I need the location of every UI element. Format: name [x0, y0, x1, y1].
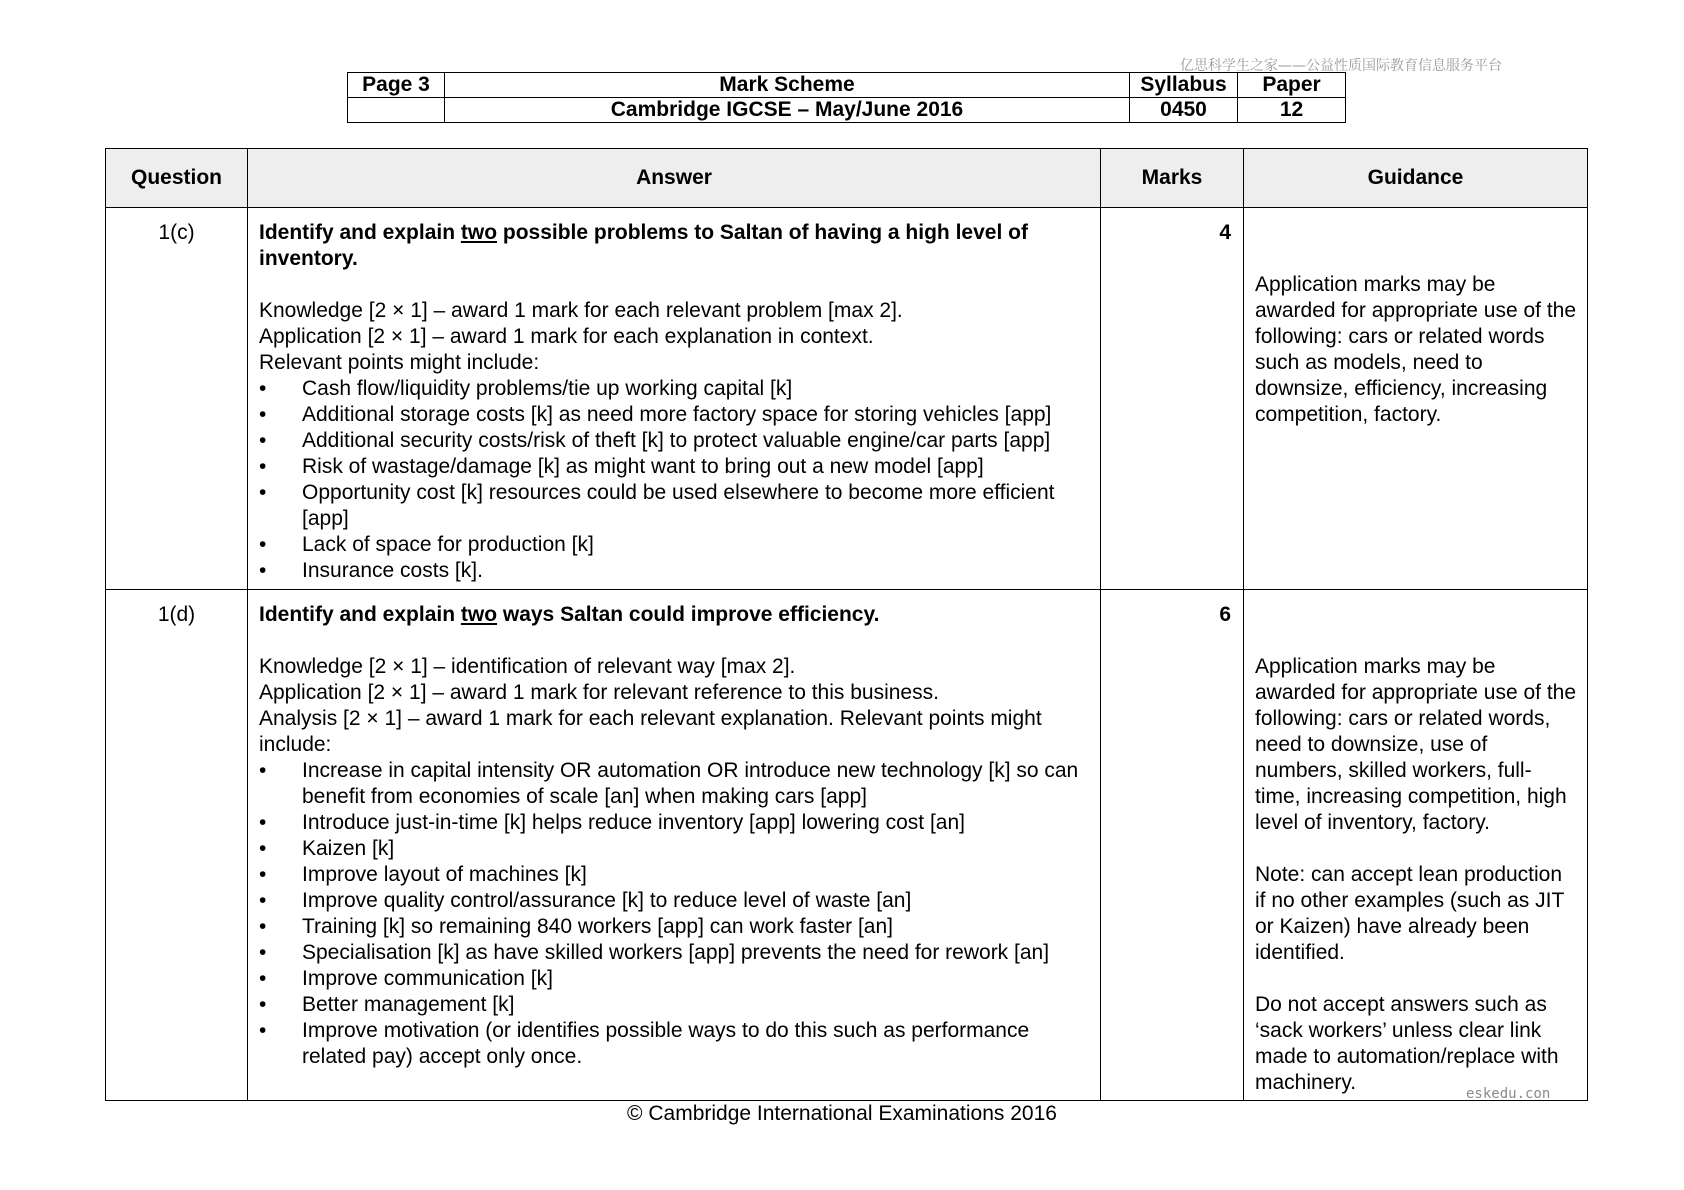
marking-line: Application [2 × 1] – award 1 mark for each explanation in context.: [259, 325, 874, 348]
marking-line: Application [2 × 1] – award 1 mark for relevant reference to this business.: [259, 681, 939, 704]
column-header-answer: Answer: [248, 149, 1101, 208]
underlined-word: two: [460, 603, 498, 626]
list-item: • Cash flow/liquidity problems/tie up working capital [k]: [259, 376, 1090, 402]
table-row: [106, 590, 1588, 1101]
list-item: • Increase in capital intensity OR automation OR introduce new technology [k] so can benefit from economies of scale [an] when making cars [app]: [259, 758, 1090, 810]
list-item: • Additional security costs/risk of theft [k] to protect valuable engine/car parts [app]: [259, 428, 1090, 454]
table-row: [106, 208, 1588, 590]
column-header-guidance: Guidance: [1244, 149, 1588, 208]
marking-line: Knowledge [2 × 1] – identification of relevant way [max 2].: [259, 655, 796, 678]
list-item: • Better management [k]: [259, 992, 1090, 1018]
table-header-row: [106, 149, 1588, 208]
document-title: Mark Scheme: [445, 73, 1130, 98]
header-empty-cell: [348, 98, 445, 123]
question-number: 1(c): [106, 208, 248, 590]
list-item: • Insurance costs [k].: [259, 558, 1090, 584]
list-item: • Lack of space for production [k]: [259, 532, 1090, 558]
guidance-note: Note: can accept lean production if no other examples (such as JIT or Kaizen) have already been identified.: [1255, 863, 1564, 964]
list-item: • Opportunity cost [k] resources could be used elsewhere to become more efficient [app]: [259, 480, 1090, 532]
list-item: • Improve communication [k]: [259, 966, 1090, 992]
relevant-points-list: [259, 376, 1090, 584]
question-title: Identify and explain two ways Saltan could improve efficiency.: [259, 603, 880, 626]
list-item: • Improve motivation (or identifies possible ways to do this such as performance related pay) accept only once.: [259, 1018, 1090, 1070]
syllabus-value: 0450: [1130, 98, 1238, 123]
list-item: • Improve layout of machines [k]: [259, 862, 1090, 888]
guidance-text: Application marks may be awarded for appropriate use of the following: cars or related words, need to downsize, use of numbers, skilled workers, full-time, increasing competition, high level of inventory, factory.: [1255, 655, 1577, 834]
copyright-footer: © Cambridge International Examinations 2016: [627, 1102, 1057, 1125]
list-item: • Additional storage costs [k] as need more factory space for storing vehicles [app]: [259, 402, 1090, 428]
column-header-question: Question: [106, 149, 248, 208]
column-header-marks: Marks: [1101, 149, 1244, 208]
header-info-box: [347, 72, 1346, 123]
watermark-top-text: 亿思科学生之家——公益性质国际教育信息服务平台: [1180, 58, 1502, 74]
list-item: • Training [k] so remaining 840 workers [app] can work faster [an]: [259, 914, 1090, 940]
relevant-points-list: [259, 758, 1090, 1070]
guidance-cell: [1244, 208, 1588, 590]
guidance-text: Application marks may be awarded for appropriate use of the following: cars or related words such as models, need to downsize, efficiency, increasing competition, factory.: [1255, 273, 1577, 426]
underlined-word: two: [460, 221, 498, 244]
list-item: • Risk of wastage/damage [k] as might want to bring out a new model [app]: [259, 454, 1090, 480]
guidance-exclusion: Do not accept answers such as ‘sack workers’ unless clear link made to automation/replace with machinery.: [1255, 993, 1559, 1094]
question-title: Identify and explain two possible problems to Saltan of having a high level of inventory.: [259, 221, 1028, 270]
mark-scheme-table: [105, 148, 1588, 1101]
page-number: Page 3: [348, 73, 445, 98]
marking-line: Analysis [2 × 1] – award 1 mark for each relevant explanation. Relevant points might include:: [259, 707, 1042, 756]
paper-label: Paper: [1238, 73, 1346, 98]
marking-line: Knowledge [2 × 1] – award 1 mark for each relevant problem [max 2].: [259, 299, 903, 322]
paper-value: 12: [1238, 98, 1346, 123]
list-item: • Specialisation [k] as have skilled workers [app] prevents the need for rework [an]: [259, 940, 1090, 966]
answer-cell: [248, 590, 1101, 1101]
syllabus-label: Syllabus: [1130, 73, 1238, 98]
list-item: • Improve quality control/assurance [k] to reduce level of waste [an]: [259, 888, 1090, 914]
marks-value: 6: [1101, 590, 1244, 1101]
document-subtitle: Cambridge IGCSE – May/June 2016: [445, 98, 1130, 123]
guidance-cell: [1244, 590, 1588, 1101]
marking-line: Relevant points might include:: [259, 351, 540, 374]
answer-cell: [248, 208, 1101, 590]
list-item: • Kaizen [k]: [259, 836, 1090, 862]
question-number: 1(d): [106, 590, 248, 1101]
list-item: • Introduce just-in-time [k] helps reduce inventory [app] lowering cost [an]: [259, 810, 1090, 836]
watermark-bottom-text: eskedu.con: [1466, 1086, 1551, 1102]
marks-value: 4: [1101, 208, 1244, 590]
